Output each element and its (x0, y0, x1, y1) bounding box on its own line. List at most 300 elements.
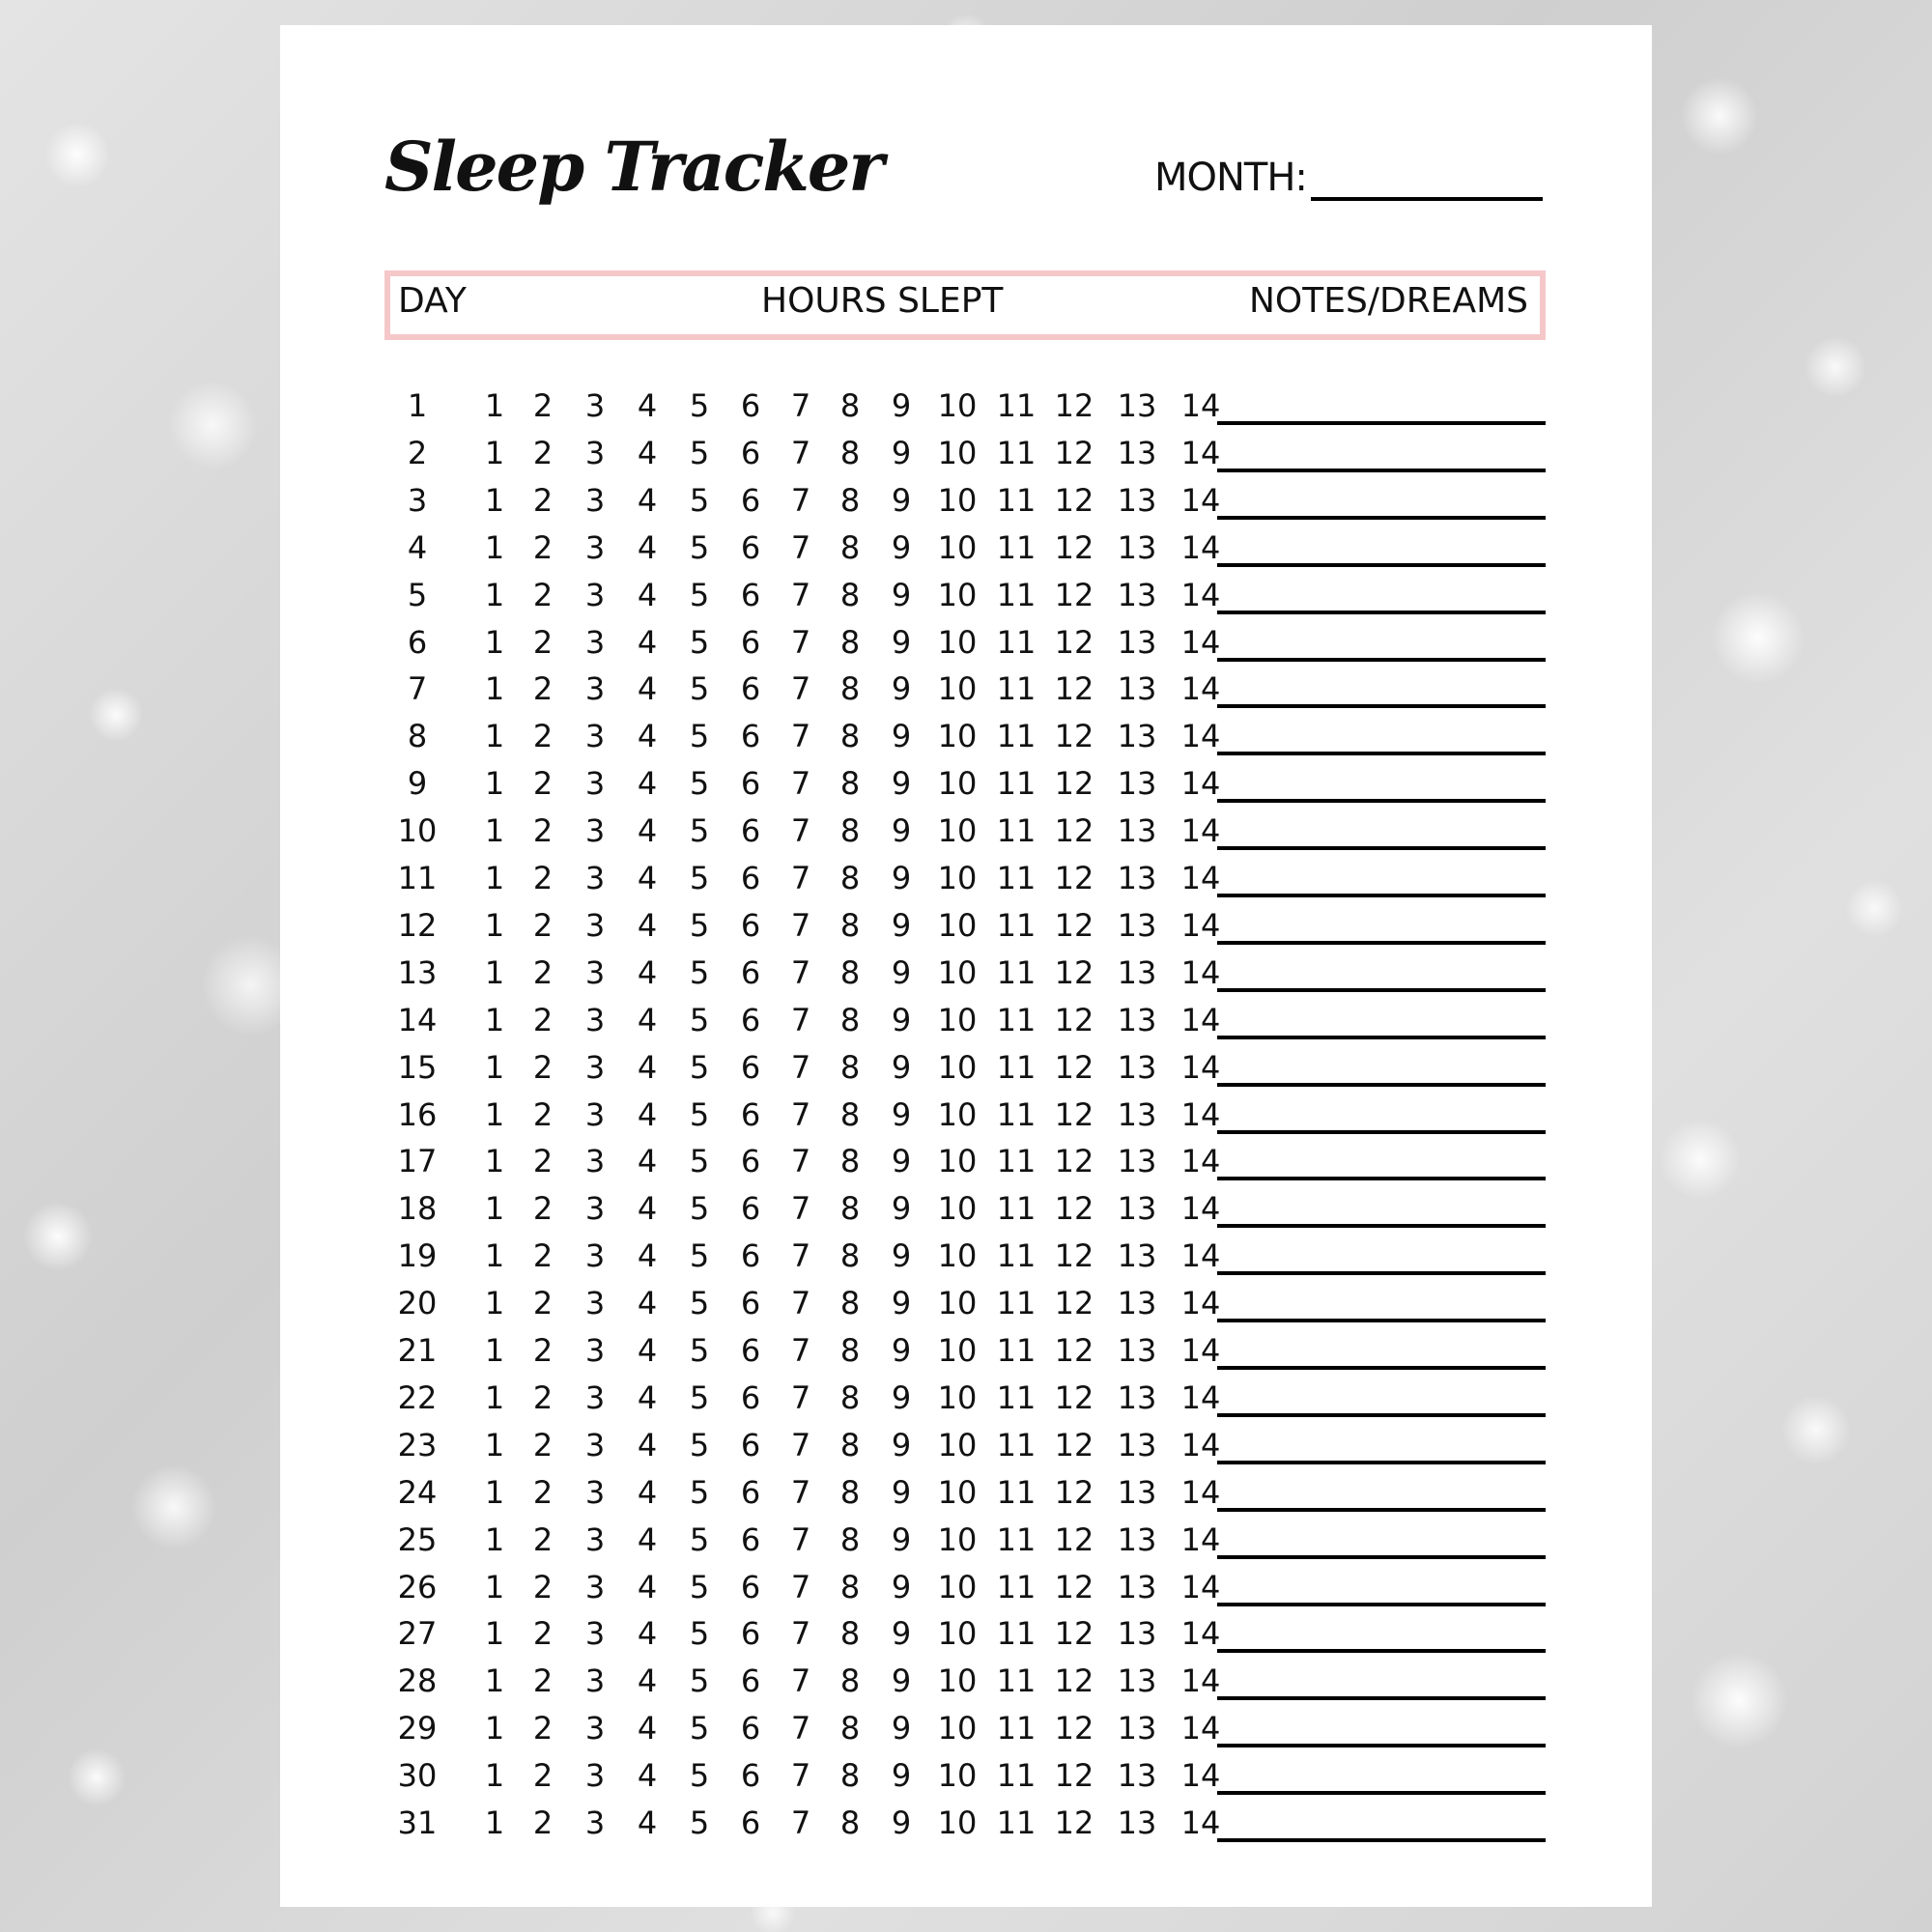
hour-option[interactable]: 5 (689, 1757, 710, 1795)
hour-option[interactable]: 10 (937, 953, 978, 991)
hour-option[interactable]: 13 (1117, 718, 1157, 755)
hour-option[interactable]: 7 (790, 623, 811, 661)
hour-option[interactable]: 1 (484, 1237, 505, 1275)
hour-option[interactable]: 9 (891, 1332, 912, 1369)
hour-option[interactable]: 4 (637, 1804, 658, 1841)
hour-option[interactable]: 4 (637, 953, 658, 991)
hour-option[interactable]: 5 (689, 1190, 710, 1228)
hour-option[interactable]: 3 (584, 1757, 606, 1795)
hour-option[interactable]: 6 (740, 1473, 761, 1511)
hour-option[interactable]: 8 (839, 623, 861, 661)
hour-option[interactable]: 5 (689, 1520, 710, 1558)
hour-option[interactable]: 14 (1180, 812, 1221, 850)
hour-option[interactable]: 5 (689, 528, 710, 566)
hour-option[interactable]: 9 (891, 953, 912, 991)
hour-option[interactable]: 4 (637, 387, 658, 424)
hour-option[interactable]: 5 (689, 623, 710, 661)
hour-option[interactable]: 13 (1117, 1426, 1157, 1463)
hour-option[interactable]: 8 (839, 1378, 861, 1416)
hour-option[interactable]: 3 (584, 860, 606, 896)
hour-option[interactable]: 3 (584, 1568, 606, 1605)
notes-line[interactable] (1217, 563, 1546, 567)
hour-option[interactable]: 4 (637, 1520, 658, 1558)
hour-option[interactable]: 13 (1117, 481, 1157, 519)
hour-option[interactable]: 8 (839, 1615, 861, 1653)
hour-option[interactable]: 4 (637, 576, 658, 613)
hour-option[interactable]: 2 (532, 1378, 554, 1416)
hour-option[interactable]: 7 (790, 1473, 811, 1511)
hour-option[interactable]: 7 (790, 1001, 811, 1038)
hour-option[interactable]: 7 (790, 1143, 811, 1180)
notes-line[interactable] (1217, 1319, 1546, 1322)
hour-option[interactable]: 13 (1117, 1568, 1157, 1605)
hour-option[interactable]: 14 (1180, 1237, 1221, 1275)
hour-option[interactable]: 10 (937, 765, 978, 803)
hour-option[interactable]: 6 (740, 623, 761, 661)
hour-option[interactable]: 10 (937, 1001, 978, 1038)
hour-option[interactable]: 12 (1054, 1662, 1094, 1700)
hour-option[interactable]: 13 (1117, 387, 1157, 424)
hour-option[interactable]: 2 (532, 670, 554, 708)
hour-option[interactable]: 2 (532, 812, 554, 850)
hour-option[interactable]: 5 (689, 1568, 710, 1605)
hour-option[interactable]: 8 (839, 953, 861, 991)
hour-option[interactable]: 2 (532, 1048, 554, 1086)
hour-option[interactable]: 3 (584, 1048, 606, 1086)
hour-option[interactable]: 5 (689, 1048, 710, 1086)
hour-option[interactable]: 5 (689, 481, 710, 519)
hour-option[interactable]: 6 (740, 1143, 761, 1180)
hour-option[interactable]: 2 (532, 1237, 554, 1275)
hour-option[interactable]: 1 (484, 387, 505, 424)
hour-option[interactable]: 9 (891, 1378, 912, 1416)
hour-option[interactable]: 4 (637, 1237, 658, 1275)
hour-option[interactable]: 7 (790, 1332, 811, 1369)
hour-option[interactable]: 2 (532, 1143, 554, 1180)
hour-option[interactable]: 9 (891, 1426, 912, 1463)
hour-option[interactable]: 1 (484, 1615, 505, 1653)
hour-option[interactable]: 9 (891, 1001, 912, 1038)
hour-option[interactable]: 11 (996, 1662, 1037, 1700)
hour-option[interactable]: 11 (996, 860, 1037, 896)
hour-option[interactable]: 10 (937, 1143, 978, 1180)
notes-line[interactable] (1217, 846, 1546, 850)
notes-line[interactable] (1217, 988, 1546, 992)
hour-option[interactable]: 6 (740, 1285, 761, 1322)
hour-option[interactable]: 5 (689, 718, 710, 755)
notes-line[interactable] (1217, 799, 1546, 803)
hour-option[interactable]: 10 (937, 1520, 978, 1558)
hour-option[interactable]: 1 (484, 1710, 505, 1747)
hour-option[interactable]: 8 (839, 1710, 861, 1747)
hour-option[interactable]: 9 (891, 481, 912, 519)
hour-option[interactable]: 6 (740, 576, 761, 613)
hour-option[interactable]: 7 (790, 1757, 811, 1795)
hour-option[interactable]: 4 (637, 812, 658, 850)
hour-option[interactable]: 6 (740, 1048, 761, 1086)
notes-line[interactable] (1217, 658, 1546, 662)
hour-option[interactable]: 10 (937, 1378, 978, 1416)
notes-line[interactable] (1217, 1508, 1546, 1512)
hour-option[interactable]: 12 (1054, 1568, 1094, 1605)
hour-option[interactable]: 1 (484, 1520, 505, 1558)
hour-option[interactable]: 14 (1180, 1378, 1221, 1416)
hour-option[interactable]: 10 (937, 1190, 978, 1228)
hour-option[interactable]: 14 (1180, 1143, 1221, 1180)
hour-option[interactable]: 10 (937, 906, 978, 944)
hour-option[interactable]: 3 (584, 1426, 606, 1463)
hour-option[interactable]: 11 (996, 1426, 1037, 1463)
hour-option[interactable]: 3 (584, 387, 606, 424)
hour-option[interactable]: 7 (790, 576, 811, 613)
hour-option[interactable]: 14 (1180, 1001, 1221, 1038)
hour-option[interactable]: 4 (637, 670, 658, 708)
hour-option[interactable]: 6 (740, 1378, 761, 1416)
hour-option[interactable]: 12 (1054, 623, 1094, 661)
notes-line[interactable] (1217, 1744, 1546, 1747)
hour-option[interactable]: 8 (839, 1048, 861, 1086)
hour-option[interactable]: 4 (637, 1048, 658, 1086)
hour-option[interactable]: 5 (689, 434, 710, 471)
hour-option[interactable]: 14 (1180, 860, 1221, 896)
hour-option[interactable]: 12 (1054, 906, 1094, 944)
hour-option[interactable]: 5 (689, 765, 710, 803)
hour-option[interactable]: 2 (532, 481, 554, 519)
hour-option[interactable]: 7 (790, 1615, 811, 1653)
hour-option[interactable]: 12 (1054, 812, 1094, 850)
hour-option[interactable]: 1 (484, 623, 505, 661)
hour-option[interactable]: 13 (1117, 1095, 1157, 1133)
hour-option[interactable]: 5 (689, 1473, 710, 1511)
hour-option[interactable]: 13 (1117, 1757, 1157, 1795)
hour-option[interactable]: 9 (891, 1095, 912, 1133)
hour-option[interactable]: 9 (891, 1568, 912, 1605)
hour-option[interactable]: 5 (689, 860, 710, 896)
hour-option[interactable]: 3 (584, 1473, 606, 1511)
hour-option[interactable]: 9 (891, 860, 912, 896)
hour-option[interactable]: 1 (484, 1378, 505, 1416)
hour-option[interactable]: 8 (839, 528, 861, 566)
hour-option[interactable]: 8 (839, 1473, 861, 1511)
hour-option[interactable]: 6 (740, 481, 761, 519)
hour-option[interactable]: 5 (689, 1662, 710, 1700)
hour-option[interactable]: 6 (740, 1095, 761, 1133)
hour-option[interactable]: 7 (790, 1520, 811, 1558)
hour-option[interactable]: 7 (790, 1378, 811, 1416)
hour-option[interactable]: 6 (740, 528, 761, 566)
hour-option[interactable]: 12 (1054, 1095, 1094, 1133)
hour-option[interactable]: 4 (637, 1332, 658, 1369)
notes-line[interactable] (1217, 1649, 1546, 1653)
hour-option[interactable]: 13 (1117, 1048, 1157, 1086)
hour-option[interactable]: 11 (996, 1001, 1037, 1038)
hour-option[interactable]: 11 (996, 953, 1037, 991)
hour-option[interactable]: 3 (584, 1001, 606, 1038)
notes-line[interactable] (1217, 1366, 1546, 1370)
hour-option[interactable]: 5 (689, 1332, 710, 1369)
hour-option[interactable]: 11 (996, 765, 1037, 803)
hour-option[interactable]: 7 (790, 1804, 811, 1841)
hour-option[interactable]: 10 (937, 387, 978, 424)
hour-option[interactable]: 9 (891, 1473, 912, 1511)
hour-option[interactable]: 2 (532, 765, 554, 803)
hour-option[interactable]: 9 (891, 1143, 912, 1180)
hour-option[interactable]: 9 (891, 1804, 912, 1841)
hour-option[interactable]: 6 (740, 1001, 761, 1038)
hour-option[interactable]: 11 (996, 1143, 1037, 1180)
hour-option[interactable]: 3 (584, 481, 606, 519)
hour-option[interactable]: 2 (532, 1190, 554, 1228)
hour-option[interactable]: 4 (637, 1662, 658, 1700)
hour-option[interactable]: 6 (740, 1237, 761, 1275)
hour-option[interactable]: 9 (891, 528, 912, 566)
hour-option[interactable]: 2 (532, 576, 554, 613)
hour-option[interactable]: 5 (689, 1095, 710, 1133)
hour-option[interactable]: 8 (839, 812, 861, 850)
hour-option[interactable]: 1 (484, 765, 505, 803)
hour-option[interactable]: 11 (996, 387, 1037, 424)
hour-option[interactable]: 1 (484, 528, 505, 566)
hour-option[interactable]: 6 (740, 1332, 761, 1369)
notes-line[interactable] (1217, 1838, 1546, 1842)
hour-option[interactable]: 14 (1180, 1048, 1221, 1086)
hour-option[interactable]: 3 (584, 1237, 606, 1275)
notes-line[interactable] (1217, 469, 1546, 472)
hour-option[interactable]: 12 (1054, 670, 1094, 708)
hour-option[interactable]: 13 (1117, 670, 1157, 708)
hour-option[interactable]: 6 (740, 906, 761, 944)
hour-option[interactable]: 7 (790, 718, 811, 755)
hour-option[interactable]: 12 (1054, 1378, 1094, 1416)
hour-option[interactable]: 13 (1117, 1520, 1157, 1558)
hour-option[interactable]: 14 (1180, 1426, 1221, 1463)
hour-option[interactable]: 14 (1180, 1285, 1221, 1322)
hour-option[interactable]: 5 (689, 670, 710, 708)
hour-option[interactable]: 10 (937, 1048, 978, 1086)
hour-option[interactable]: 9 (891, 812, 912, 850)
hour-option[interactable]: 6 (740, 1426, 761, 1463)
hour-option[interactable]: 4 (637, 434, 658, 471)
hour-option[interactable]: 1 (484, 1332, 505, 1369)
notes-line[interactable] (1217, 1036, 1546, 1039)
hour-option[interactable]: 3 (584, 1332, 606, 1369)
hour-option[interactable]: 1 (484, 812, 505, 850)
hour-option[interactable]: 6 (740, 1190, 761, 1228)
hour-option[interactable]: 12 (1054, 860, 1094, 896)
hour-option[interactable]: 12 (1054, 1143, 1094, 1180)
hour-option[interactable]: 11 (996, 1757, 1037, 1795)
hour-option[interactable]: 3 (584, 812, 606, 850)
hour-option[interactable]: 9 (891, 1710, 912, 1747)
hour-option[interactable]: 12 (1054, 387, 1094, 424)
hour-option[interactable]: 4 (637, 1473, 658, 1511)
hour-option[interactable]: 14 (1180, 906, 1221, 944)
hour-option[interactable]: 6 (740, 812, 761, 850)
notes-line[interactable] (1217, 1083, 1546, 1087)
hour-option[interactable]: 9 (891, 1237, 912, 1275)
hour-option[interactable]: 8 (839, 1001, 861, 1038)
hour-option[interactable]: 7 (790, 1048, 811, 1086)
hour-option[interactable]: 2 (532, 1001, 554, 1038)
hour-option[interactable]: 7 (790, 1710, 811, 1747)
hour-option[interactable]: 9 (891, 1048, 912, 1086)
hour-option[interactable]: 13 (1117, 906, 1157, 944)
hour-option[interactable]: 14 (1180, 1568, 1221, 1605)
hour-option[interactable]: 12 (1054, 765, 1094, 803)
hour-option[interactable]: 10 (937, 1757, 978, 1795)
hour-option[interactable]: 3 (584, 528, 606, 566)
hour-option[interactable]: 8 (839, 1285, 861, 1322)
hour-option[interactable]: 7 (790, 1237, 811, 1275)
hour-option[interactable]: 6 (740, 953, 761, 991)
hour-option[interactable]: 14 (1180, 1190, 1221, 1228)
hour-option[interactable]: 12 (1054, 1190, 1094, 1228)
hour-option[interactable]: 2 (532, 718, 554, 755)
hour-option[interactable]: 3 (584, 906, 606, 944)
notes-line[interactable] (1217, 1130, 1546, 1134)
hour-option[interactable]: 9 (891, 1757, 912, 1795)
hour-option[interactable]: 13 (1117, 1804, 1157, 1841)
hour-option[interactable]: 2 (532, 1615, 554, 1653)
notes-line[interactable] (1217, 1696, 1546, 1700)
hour-option[interactable]: 4 (637, 528, 658, 566)
hour-option[interactable]: 8 (839, 434, 861, 471)
hour-option[interactable]: 8 (839, 906, 861, 944)
hour-option[interactable]: 2 (532, 1520, 554, 1558)
hour-option[interactable]: 8 (839, 1426, 861, 1463)
hour-option[interactable]: 9 (891, 434, 912, 471)
hour-option[interactable]: 4 (637, 1095, 658, 1133)
hour-option[interactable]: 10 (937, 1285, 978, 1322)
hour-option[interactable]: 11 (996, 1048, 1037, 1086)
hour-option[interactable]: 2 (532, 860, 554, 896)
hour-option[interactable]: 11 (996, 1615, 1037, 1653)
hour-option[interactable]: 1 (484, 1095, 505, 1133)
hour-option[interactable]: 6 (740, 765, 761, 803)
hour-option[interactable]: 3 (584, 1804, 606, 1841)
notes-line[interactable] (1217, 752, 1546, 755)
hour-option[interactable]: 11 (996, 1568, 1037, 1605)
hour-option[interactable]: 13 (1117, 1615, 1157, 1653)
hour-option[interactable]: 12 (1054, 434, 1094, 471)
hour-option[interactable]: 2 (532, 953, 554, 991)
hour-option[interactable]: 7 (790, 906, 811, 944)
notes-line[interactable] (1217, 1791, 1546, 1795)
hour-option[interactable]: 8 (839, 1143, 861, 1180)
hour-option[interactable]: 8 (839, 1190, 861, 1228)
hour-option[interactable]: 13 (1117, 1378, 1157, 1416)
hour-option[interactable]: 11 (996, 1095, 1037, 1133)
hour-option[interactable]: 1 (484, 906, 505, 944)
hour-option[interactable]: 13 (1117, 765, 1157, 803)
hour-option[interactable]: 14 (1180, 1662, 1221, 1700)
notes-line[interactable] (1217, 1461, 1546, 1464)
hour-option[interactable]: 7 (790, 1426, 811, 1463)
hour-option[interactable]: 1 (484, 1048, 505, 1086)
hour-option[interactable]: 11 (996, 623, 1037, 661)
hour-option[interactable]: 5 (689, 906, 710, 944)
hour-option[interactable]: 10 (937, 623, 978, 661)
hour-option[interactable]: 3 (584, 1143, 606, 1180)
hour-option[interactable]: 8 (839, 1757, 861, 1795)
hour-option[interactable]: 1 (484, 1001, 505, 1038)
hour-option[interactable]: 1 (484, 434, 505, 471)
hour-option[interactable]: 8 (839, 387, 861, 424)
hour-option[interactable]: 1 (484, 1285, 505, 1322)
hour-option[interactable]: 1 (484, 481, 505, 519)
hour-option[interactable]: 3 (584, 623, 606, 661)
hour-option[interactable]: 13 (1117, 953, 1157, 991)
hour-option[interactable]: 9 (891, 670, 912, 708)
hour-option[interactable]: 7 (790, 1662, 811, 1700)
hour-option[interactable]: 1 (484, 860, 505, 896)
hour-option[interactable]: 11 (996, 1332, 1037, 1369)
hour-option[interactable]: 13 (1117, 1332, 1157, 1369)
hour-option[interactable]: 11 (996, 670, 1037, 708)
hour-option[interactable]: 1 (484, 670, 505, 708)
hour-option[interactable]: 1 (484, 576, 505, 613)
hour-option[interactable]: 8 (839, 1804, 861, 1841)
hour-option[interactable]: 11 (996, 1378, 1037, 1416)
hour-option[interactable]: 12 (1054, 576, 1094, 613)
hour-option[interactable]: 14 (1180, 718, 1221, 755)
hour-option[interactable]: 5 (689, 1710, 710, 1747)
hour-option[interactable]: 14 (1180, 1757, 1221, 1795)
hour-option[interactable]: 14 (1180, 623, 1221, 661)
hour-option[interactable]: 14 (1180, 528, 1221, 566)
hour-option[interactable]: 9 (891, 1190, 912, 1228)
hour-option[interactable]: 12 (1054, 1332, 1094, 1369)
hour-option[interactable]: 11 (996, 1237, 1037, 1275)
hour-option[interactable]: 1 (484, 1662, 505, 1700)
hour-option[interactable]: 2 (532, 1332, 554, 1369)
hour-option[interactable]: 10 (937, 1615, 978, 1653)
hour-option[interactable]: 2 (532, 1804, 554, 1841)
notes-line[interactable] (1217, 1177, 1546, 1180)
hour-option[interactable]: 14 (1180, 670, 1221, 708)
hour-option[interactable]: 2 (532, 1710, 554, 1747)
hour-option[interactable]: 13 (1117, 812, 1157, 850)
hour-option[interactable]: 8 (839, 1095, 861, 1133)
hour-option[interactable]: 5 (689, 1143, 710, 1180)
hour-option[interactable]: 8 (839, 481, 861, 519)
hour-option[interactable]: 8 (839, 670, 861, 708)
hour-option[interactable]: 12 (1054, 1285, 1094, 1322)
hour-option[interactable]: 14 (1180, 434, 1221, 471)
hour-option[interactable]: 14 (1180, 1473, 1221, 1511)
hour-option[interactable]: 14 (1180, 1332, 1221, 1369)
hour-option[interactable]: 3 (584, 1662, 606, 1700)
hour-option[interactable]: 6 (740, 1757, 761, 1795)
hour-option[interactable]: 3 (584, 1520, 606, 1558)
hour-option[interactable]: 6 (740, 670, 761, 708)
hour-option[interactable]: 6 (740, 387, 761, 424)
hour-option[interactable]: 12 (1054, 1473, 1094, 1511)
hour-option[interactable]: 10 (937, 1662, 978, 1700)
hour-option[interactable]: 11 (996, 1804, 1037, 1841)
hour-option[interactable]: 14 (1180, 765, 1221, 803)
hour-option[interactable]: 13 (1117, 528, 1157, 566)
hour-option[interactable]: 1 (484, 1757, 505, 1795)
hour-option[interactable]: 1 (484, 1568, 505, 1605)
hour-option[interactable]: 14 (1180, 1710, 1221, 1747)
hour-option[interactable]: 4 (637, 1001, 658, 1038)
hour-option[interactable]: 8 (839, 718, 861, 755)
hour-option[interactable]: 12 (1054, 1804, 1094, 1841)
hour-option[interactable]: 13 (1117, 1237, 1157, 1275)
hour-option[interactable]: 12 (1054, 1001, 1094, 1038)
hour-option[interactable]: 4 (637, 1568, 658, 1605)
